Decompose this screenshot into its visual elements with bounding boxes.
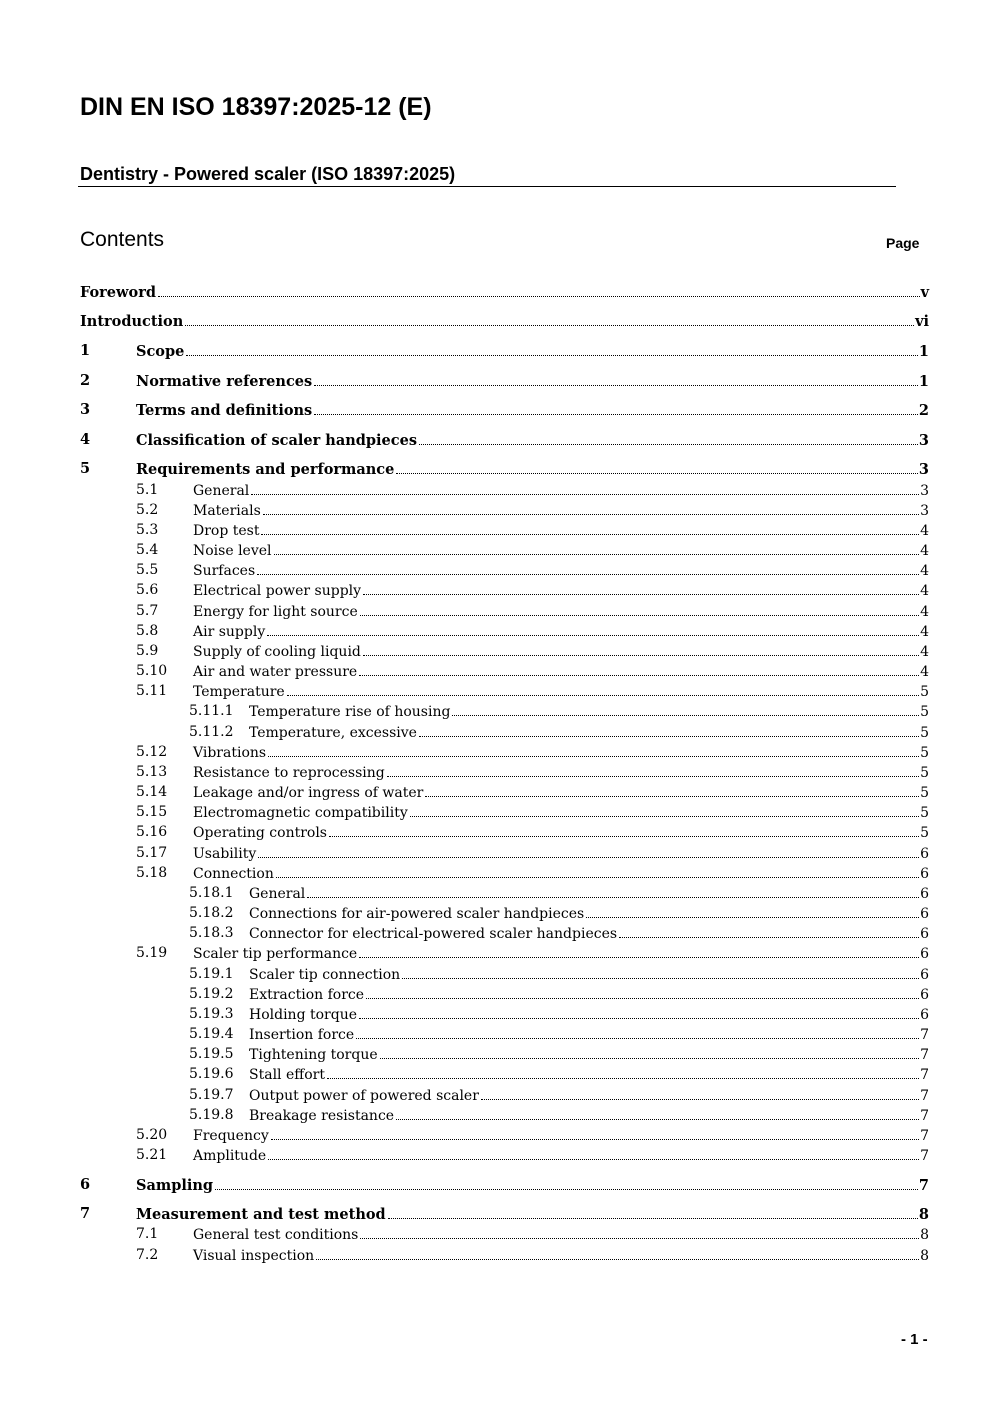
toc-entry-page: 5 <box>920 785 929 801</box>
toc-entry-title: Scaler tip connection <box>249 967 401 983</box>
toc-entry-number: 5.6 <box>136 582 159 598</box>
toc-dot-leader <box>274 540 920 555</box>
toc-entry-page: 6 <box>920 846 929 862</box>
toc-dot-leader <box>267 621 919 636</box>
toc-entry-number: 5.19.1 <box>189 966 234 982</box>
toc-entry-title: Electromagnetic compatibility <box>193 805 408 821</box>
toc-entry-number: 5.11.2 <box>189 724 234 740</box>
toc-entry-page: 6 <box>920 926 929 942</box>
toc-entry-page: 8 <box>918 1206 929 1223</box>
toc-entry-title: Operating controls <box>193 825 327 841</box>
toc-dot-leader <box>263 500 919 515</box>
toc-dot-leader <box>396 459 918 474</box>
toc-entry[interactable] <box>0 762 992 782</box>
toc-entry[interactable] <box>0 430 992 450</box>
toc-entry-page: 7 <box>920 1088 929 1104</box>
toc-entry-number: 5.19.5 <box>189 1046 234 1062</box>
toc-entry-title: Frequency <box>193 1128 269 1144</box>
toc-entry[interactable] <box>0 341 992 361</box>
toc-entry-number: 5.4 <box>136 542 159 558</box>
toc-entry-page: 4 <box>920 523 929 539</box>
toc-dot-leader <box>380 1044 919 1059</box>
toc-dot-leader <box>363 580 919 595</box>
toc-entry[interactable] <box>0 742 992 762</box>
toc-entry-title: Energy for light source <box>193 604 358 620</box>
toc-entry-title: Extraction force <box>249 987 365 1003</box>
toc-dot-leader <box>268 1145 919 1160</box>
toc-dot-leader <box>410 802 919 817</box>
toc-entry-page: 5 <box>920 745 929 761</box>
toc-entry-number: 5.18.2 <box>189 905 234 921</box>
toc-entry-title: Vibrations <box>193 745 267 761</box>
toc-entry-title: Temperature rise of housing <box>249 704 451 720</box>
toc-dot-leader <box>186 341 918 356</box>
toc-entry-title: Tightening torque <box>249 1047 378 1063</box>
toc-dot-leader <box>271 1125 919 1140</box>
toc-dot-leader <box>359 943 919 958</box>
toc-entry-number: 7.1 <box>136 1226 159 1242</box>
toc-entry-page: 7 <box>920 1067 929 1083</box>
toc-entry[interactable] <box>0 722 992 742</box>
toc-entry-page: 4 <box>920 543 929 559</box>
toc-entry-number: 6 <box>80 1176 91 1193</box>
toc-entry-page: 4 <box>920 604 929 620</box>
toc-entry-number: 5.1 <box>136 482 159 498</box>
toc-entry[interactable] <box>0 1044 992 1064</box>
toc-dot-leader <box>363 641 919 656</box>
toc-entry-page: 7 <box>920 1108 929 1124</box>
toc-entry-title: Amplitude <box>193 1148 267 1164</box>
toc-entry-title: Sampling <box>136 1177 214 1194</box>
toc-dot-leader <box>360 601 919 616</box>
toc-entry-title: General <box>249 886 306 902</box>
toc-entry[interactable] <box>0 661 992 681</box>
toc-entry-page: 6 <box>920 866 929 882</box>
toc-entry-number: 5.12 <box>136 744 168 760</box>
toc-dot-leader <box>419 430 918 445</box>
toc-entry-number: 7.2 <box>136 1247 159 1263</box>
toc-entry-number: 5.14 <box>136 784 168 800</box>
toc-entry-page: 3 <box>920 503 929 519</box>
toc-entry-number: 7 <box>80 1205 91 1222</box>
toc-entry-number: 4 <box>80 431 91 448</box>
toc-entry-title: Leakage and/or ingress of water <box>193 785 424 801</box>
toc-dot-leader <box>356 1024 919 1039</box>
toc-entry-page: 6 <box>920 886 929 902</box>
toc-entry[interactable] <box>0 964 992 984</box>
toc-dot-leader <box>360 1224 919 1239</box>
toc-entry-title: General <box>193 483 250 499</box>
subtitle-underline <box>78 186 896 187</box>
toc-dot-leader <box>215 1175 918 1190</box>
toc-entry-title: Supply of cooling liquid <box>193 644 361 660</box>
toc-entry-page: vi <box>915 313 929 330</box>
toc-entry-page: 7 <box>918 1177 929 1194</box>
toc-entry-number: 5.18.1 <box>189 885 234 901</box>
toc-dot-leader <box>329 822 919 837</box>
toc-dot-leader <box>402 964 919 979</box>
toc-entry-title: Requirements and performance <box>136 461 395 478</box>
toc-entry[interactable] <box>0 641 992 661</box>
toc-entry-title: Output power of powered scaler <box>249 1088 479 1104</box>
toc-dot-leader <box>258 843 919 858</box>
toc-entry[interactable] <box>0 1125 992 1145</box>
toc-entry[interactable] <box>0 311 992 331</box>
toc-entry-number: 5.19.8 <box>189 1107 234 1123</box>
toc-entry-number: 5.9 <box>136 643 159 659</box>
toc-entry-number: 5.19.4 <box>189 1026 234 1042</box>
toc-entry[interactable] <box>0 601 992 621</box>
toc-entry-page: 8 <box>920 1248 929 1264</box>
toc-entry-title: Foreword <box>80 284 156 301</box>
toc-entry-page: 4 <box>920 624 929 640</box>
toc-entry[interactable] <box>0 701 992 721</box>
toc-dot-leader <box>158 282 920 297</box>
toc-entry-page: 6 <box>920 946 929 962</box>
toc-dot-leader <box>261 520 919 535</box>
toc-entry[interactable] <box>0 903 992 923</box>
toc-dot-leader <box>287 681 919 696</box>
toc-entry-title: Scope <box>136 343 185 360</box>
toc-entry-title: Temperature, excessive <box>249 725 417 741</box>
toc-entry-title: Air supply <box>193 624 266 640</box>
toc-entry-title: Surfaces <box>193 563 256 579</box>
toc-entry-number: 5.19.6 <box>189 1066 234 1082</box>
contents-heading: Contents <box>80 228 165 251</box>
toc-entry-page: 6 <box>920 987 929 1003</box>
toc-entry-number: 5.16 <box>136 824 168 840</box>
toc-entry-page: 6 <box>920 967 929 983</box>
toc-entry-title: Temperature <box>193 684 285 700</box>
toc-entry-page: 7 <box>920 1027 929 1043</box>
toc-entry-title: Drop test <box>193 523 260 539</box>
toc-entry[interactable] <box>0 863 992 883</box>
toc-entry-page: 4 <box>920 644 929 660</box>
toc-entry-number: 5.20 <box>136 1127 168 1143</box>
toc-entry-title: Connections for air-powered scaler handpieces <box>249 906 585 922</box>
toc-dot-leader <box>307 883 919 898</box>
toc-entry-title: Usability <box>193 846 257 862</box>
toc-entry[interactable] <box>0 843 992 863</box>
toc-entry-page: 5 <box>920 684 929 700</box>
toc-entry[interactable] <box>0 943 992 963</box>
toc-entry-title: Connector for electrical-powered scaler handpieces <box>249 926 618 942</box>
toc-entry-title: Electrical power supply <box>193 583 362 599</box>
toc-entry-page: 6 <box>920 1007 929 1023</box>
toc-entry[interactable] <box>0 822 992 842</box>
toc-entry-page: 3 <box>918 432 929 449</box>
toc-dot-leader <box>452 701 919 716</box>
toc-dot-leader <box>268 742 919 757</box>
toc-entry-page: 1 <box>918 343 929 360</box>
toc-entry-title: General test conditions <box>193 1227 359 1243</box>
page-column-heading: Page <box>886 235 920 251</box>
toc-entry-number: 5.19.7 <box>189 1087 234 1103</box>
toc-dot-leader <box>314 400 918 415</box>
toc-dot-leader <box>586 903 919 918</box>
toc-entry-title: Classification of scaler handpieces <box>136 432 417 449</box>
toc-entry-number: 5.2 <box>136 502 159 518</box>
toc-entry-page: 3 <box>920 483 929 499</box>
toc-entry-page: 7 <box>920 1148 929 1164</box>
toc-entry-title: Introduction <box>80 313 184 330</box>
toc-dot-leader <box>316 1245 919 1260</box>
toc-entry-page: 2 <box>918 402 929 419</box>
toc-entry-number: 2 <box>80 372 91 389</box>
toc-dot-leader <box>276 863 919 878</box>
toc-entry[interactable] <box>0 459 992 479</box>
toc-entry-number: 5.10 <box>136 663 168 679</box>
toc-dot-leader <box>359 1004 919 1019</box>
toc-entry-title: Stall effort <box>249 1067 325 1083</box>
toc-entry[interactable] <box>0 1085 992 1105</box>
toc-entry-title: Visual inspection <box>193 1248 315 1264</box>
toc-entry-title: Breakage resistance <box>249 1108 395 1124</box>
toc-entry[interactable] <box>0 1024 992 1044</box>
toc-dot-leader <box>425 782 919 797</box>
toc-entry[interactable] <box>0 560 992 580</box>
toc-entry-number: 3 <box>80 401 91 418</box>
toc-entry[interactable] <box>0 984 992 1004</box>
toc-entry-page: 8 <box>920 1227 929 1243</box>
toc-entry-page: 4 <box>920 563 929 579</box>
toc-dot-leader <box>481 1085 919 1100</box>
toc-dot-leader <box>185 311 914 326</box>
toc-entry-page: 4 <box>920 664 929 680</box>
toc-entry-number: 5.5 <box>136 562 159 578</box>
toc-entry-page: 5 <box>920 825 929 841</box>
toc-entry-page: 1 <box>918 373 929 390</box>
toc-entry-number: 5.19.3 <box>189 1006 234 1022</box>
toc-entry[interactable] <box>0 400 992 420</box>
toc-entry[interactable] <box>0 782 992 802</box>
toc-dot-leader <box>396 1105 919 1120</box>
toc-entry-page: 5 <box>920 805 929 821</box>
toc-dot-leader <box>257 560 919 575</box>
toc-dot-leader <box>327 1064 919 1079</box>
document-title: DIN EN ISO 18397:2025-12 (E) <box>80 93 432 121</box>
toc-entry-number: 5.11.1 <box>189 703 234 719</box>
toc-entry-number: 5.11 <box>136 683 168 699</box>
toc-entry-page: 7 <box>920 1128 929 1144</box>
toc-entry-number: 5.7 <box>136 603 159 619</box>
toc-entry-title: Terms and definitions <box>136 402 313 419</box>
toc-entry[interactable] <box>0 1064 992 1084</box>
toc-entry[interactable] <box>0 500 992 520</box>
toc-entry-title: Air and water pressure <box>193 664 358 680</box>
toc-entry[interactable] <box>0 540 992 560</box>
toc-entry[interactable] <box>0 681 992 701</box>
toc-entry[interactable] <box>0 371 992 391</box>
page-number: - 1 - <box>901 1331 928 1348</box>
toc-entry-number: 5 <box>80 460 91 477</box>
toc-entry-page: 5 <box>920 704 929 720</box>
toc-dot-leader <box>387 762 919 777</box>
toc-entry[interactable] <box>0 1224 992 1244</box>
toc-entry-number: 5.18.3 <box>189 925 234 941</box>
toc-entry-number: 5.15 <box>136 804 168 820</box>
toc-dot-leader <box>359 661 919 676</box>
toc-entry[interactable] <box>0 1145 992 1165</box>
toc-entry[interactable] <box>0 802 992 822</box>
toc-entry[interactable] <box>0 1004 992 1024</box>
toc-entry-page: 6 <box>920 906 929 922</box>
toc-entry-title: Materials <box>193 503 261 519</box>
toc-entry[interactable] <box>0 282 992 302</box>
toc-dot-leader <box>366 984 919 999</box>
toc-entry[interactable] <box>0 1204 992 1224</box>
toc-entry-number: 5.8 <box>136 623 159 639</box>
toc-entry-number: 5.3 <box>136 522 159 538</box>
toc-entry[interactable] <box>0 1175 992 1195</box>
toc-dot-leader <box>619 923 919 938</box>
toc-entry-page: v <box>920 284 929 301</box>
toc-entry-number: 5.19.2 <box>189 986 234 1002</box>
toc-entry[interactable] <box>0 923 992 943</box>
toc-entry-number: 5.19 <box>136 945 168 961</box>
toc-dot-leader <box>388 1204 918 1219</box>
toc-entry-number: 5.17 <box>136 845 168 861</box>
toc-entry[interactable] <box>0 1105 992 1125</box>
toc-entry-number: 1 <box>80 342 91 359</box>
toc-entry-title: Measurement and test method <box>136 1206 386 1223</box>
toc-entry-title: Holding torque <box>249 1007 357 1023</box>
toc-entry-title: Scaler tip performance <box>193 946 358 962</box>
toc-entry[interactable] <box>0 520 992 540</box>
toc-entry-title: Insertion force <box>249 1027 355 1043</box>
toc-entry-title: Normative references <box>136 373 313 390</box>
toc-entry-title: Noise level <box>193 543 272 559</box>
toc-entry[interactable] <box>0 883 992 903</box>
toc-entry[interactable] <box>0 480 992 500</box>
toc-entry-title: Connection <box>193 866 274 882</box>
toc-entry-page: 4 <box>920 583 929 599</box>
document-subtitle: Dentistry - Powered scaler (ISO 18397:2025) <box>80 164 456 184</box>
toc-entry-number: 5.21 <box>136 1147 168 1163</box>
toc-entry-page: 5 <box>920 765 929 781</box>
toc-entry-number: 5.13 <box>136 764 168 780</box>
toc-dot-leader <box>251 480 919 495</box>
toc-entry-page: 5 <box>920 725 929 741</box>
toc-entry-page: 7 <box>920 1047 929 1063</box>
toc-entry[interactable] <box>0 621 992 641</box>
toc-entry-title: Resistance to reprocessing <box>193 765 385 781</box>
toc-entry[interactable] <box>0 580 992 600</box>
toc-dot-leader <box>314 371 918 386</box>
toc-dot-leader <box>419 722 919 737</box>
toc-entry-number: 5.18 <box>136 865 168 881</box>
toc-entry-page: 3 <box>918 461 929 478</box>
toc-entry[interactable] <box>0 1245 992 1265</box>
